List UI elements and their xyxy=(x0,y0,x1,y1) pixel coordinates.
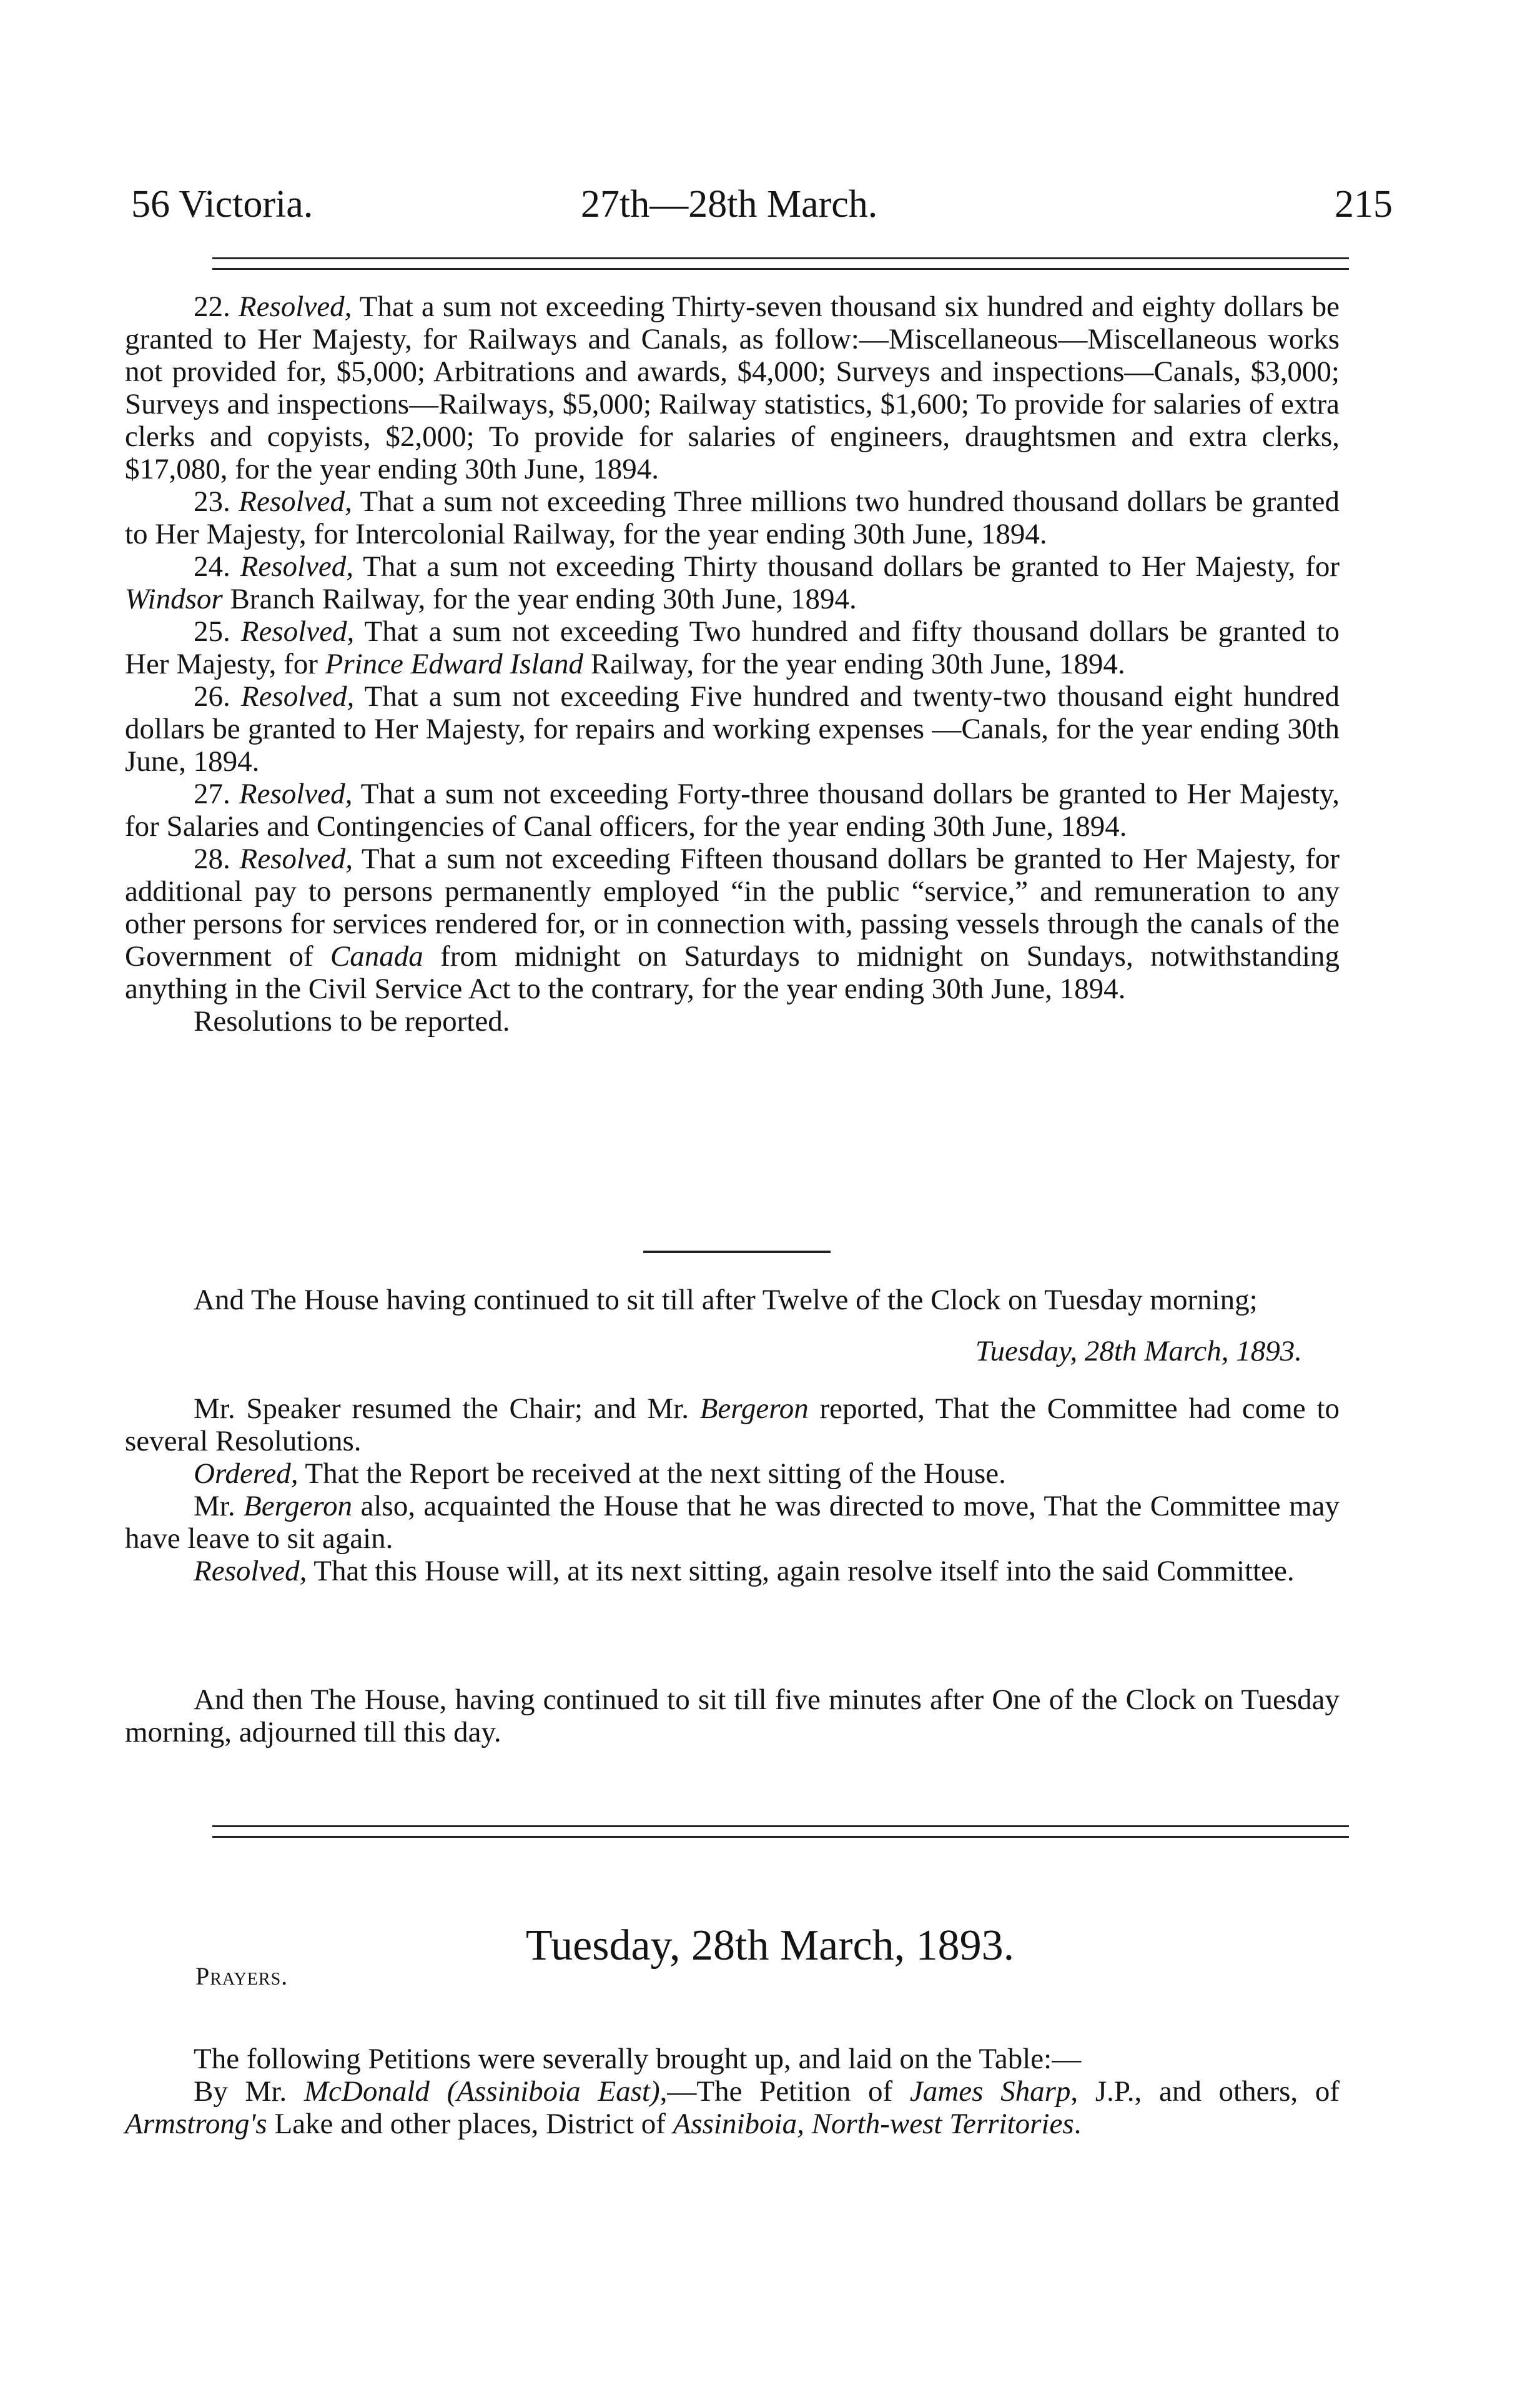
running-head xyxy=(131,176,1393,232)
resolved-entry: Resolved, That this House will, at its next sitting, again resolve itself into the said Committee. xyxy=(194,1555,1295,1587)
ordered-entry: Ordered, That the Report be received at the next sitting of the House. xyxy=(194,1457,1006,1490)
prayers-label: Prayers. xyxy=(195,1962,289,1990)
leave-entry: Mr. Bergeron also, acquainted the House that he was directed to move, That the Committee may have leave to sit again. xyxy=(125,1490,1340,1555)
resolutions-reported: Resolutions to be reported. xyxy=(194,1005,510,1038)
petitions-block xyxy=(125,2043,1340,2140)
header-double-rule xyxy=(212,257,1349,270)
sitting-date: Tuesday, 28th March, 1893. xyxy=(975,1335,1302,1367)
resolutions-block xyxy=(125,290,1340,1038)
petition-entry: By Mr. McDonald (Assiniboia East),—The Petition of James Sharp, J.P., and others, of Armstrong's Lake and other places, District of Assiniboia, North-west Territories. xyxy=(125,2075,1340,2140)
speaker-report: Mr. Speaker resumed the Chair; and Mr. Bergeron reported, That the Committee had come to several Resolutions. xyxy=(125,1392,1340,1457)
sitting-continued: And The House having continued to sit till after Twelve of the Clock on Tuesday morning; xyxy=(194,1284,1258,1316)
header-session: 56 Victoria. xyxy=(131,183,313,226)
resolution-23: 23. Resolved, That a sum not exceeding Three millions two hundred thousand dollars be granted to Her Majesty, for Intercolonial Railway, for the year ending 30th June, 1894. xyxy=(125,485,1340,550)
resolution-25: 25. Resolved, That a sum not exceeding Two hundred and fifty thousand dollars be granted to Her Majesty, for Prince Edward Island Railway, for the year ending 30th June, 1894. xyxy=(125,615,1340,680)
petitions-intro: The following Petitions were severally brought up, and laid on the Table:— xyxy=(194,2043,1082,2075)
sitting-block xyxy=(125,1284,1340,1587)
day-separator-double-rule xyxy=(212,1825,1349,1838)
page-number: 215 xyxy=(1335,183,1393,226)
resolution-24: 24. Resolved, That a sum not exceeding Thirty thousand dollars be granted to Her Majesty, for Windsor Branch Railway, for the year ending 30th June, 1894. xyxy=(125,550,1340,615)
resolution-28: 28. Resolved, That a sum not exceeding Fifteen thousand dollars be granted to Her Majesty, for additional pay to persons permanently employed “in the public “service,” and remuneration to any other persons for services rendered for, or in connection with, passing vessels through the canals of the Government of Canada from midnight on Saturdays to midnight on Sundays, notwithstanding anything in the Civil Service Act to the contrary, for the year ending 30th June, 1894. xyxy=(125,843,1340,1005)
day-heading: Tuesday, 28th March, 1893. xyxy=(525,1921,1015,1970)
resolution-26: 26. Resolved, That a sum not exceeding Five hundred and twenty-two thousand eight hundred dollars be granted to Her Majesty, for repairs and working expenses —Canals, for the year ending 30th June, 1894. xyxy=(125,680,1340,778)
adjournment-block xyxy=(125,1683,1340,1748)
section-divider xyxy=(643,1251,831,1253)
resolution-22: 22. Resolved, That a sum not exceeding Thirty-seven thousand six hundred and eighty dollars be granted to Her Majesty, for Railways and Canals, as follow:—Miscellaneous—Miscellaneous works not provided for, $5,000; Arbitrations and awards, $4,000; Surveys and inspections—Canals, $3,000; Surveys and inspections—Railways, $5,000; Railway statistics, $1,600; To provide for salaries of extra clerks and copyists, $2,000; To provide for salaries of engineers, draughtsmen and extra clerks, $17,080, for the year ending 30th June, 1894. xyxy=(125,290,1340,485)
resolution-27: 27. Resolved, That a sum not exceeding Forty-three thousand dollars be granted to Her Majesty, for Salaries and Contingencies of Canal officers, for the year ending 30th June, 1894. xyxy=(125,778,1340,843)
header-dates: 27th—28th March. xyxy=(581,183,878,226)
adjournment-entry: And then The House, having continued to sit till five minutes after One of the Clock on Tuesday morning, adjourned till this day. xyxy=(125,1683,1340,1748)
